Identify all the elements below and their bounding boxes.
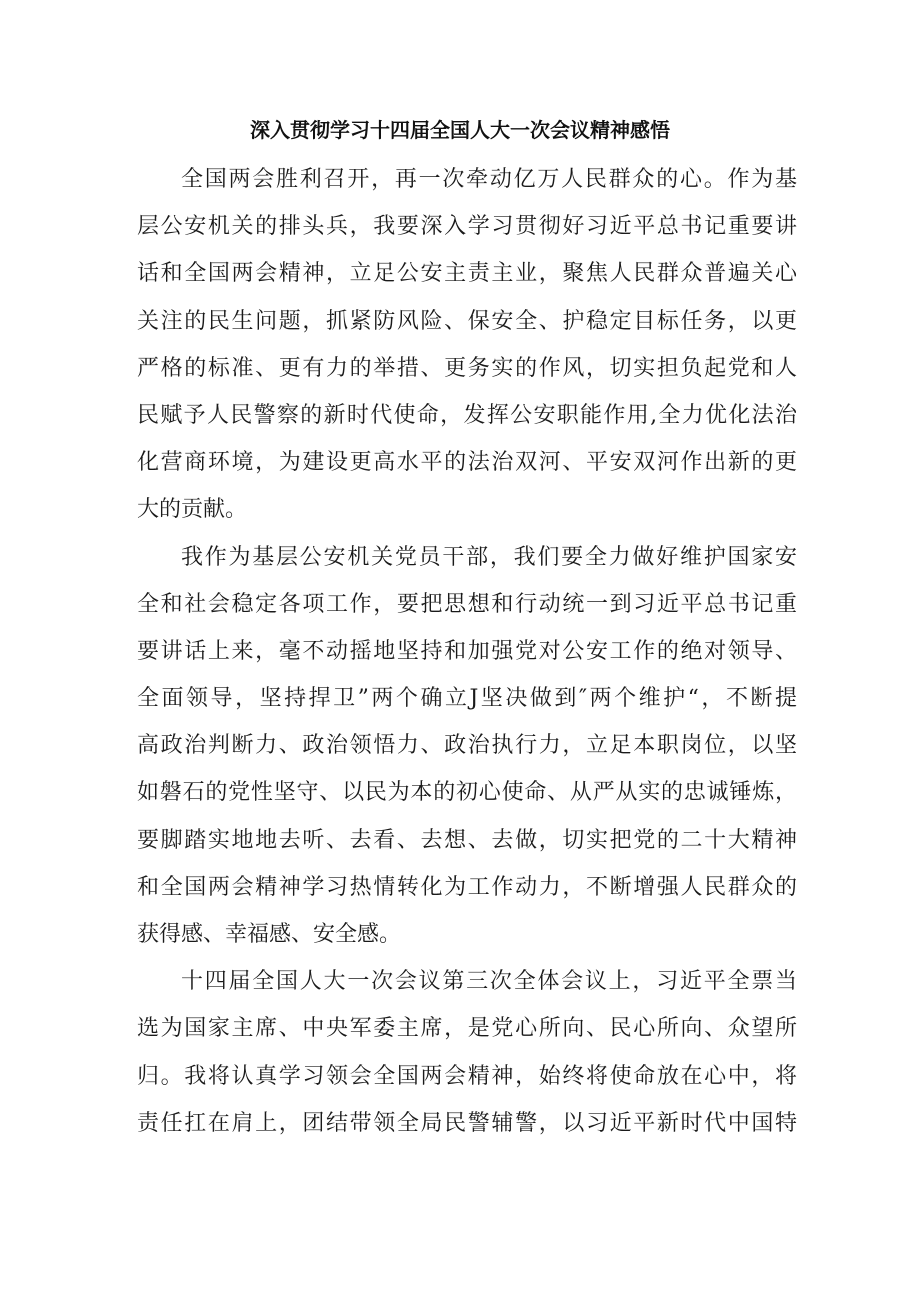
paragraph-line: 化营商环境，为建设更高水平的法治双河、平安双河作出新的更 [137, 450, 797, 476]
paragraph-1 [137, 156, 797, 534]
paragraph-line: 选为国家主席、中央军委主席，是党心所向、民心所向、众望所 [137, 1016, 797, 1042]
paragraph-line: 如磐石的党性坚守、以民为本的初心使命、从严从实的忠诚锤炼， [137, 780, 797, 806]
paragraph-line: 责任扛在肩上，团结带领全局民警辅警，以习近平新时代中国特 [137, 1110, 797, 1136]
paragraph-line: 全和社会稳定各项工作，要把思想和行动统一到习近平总书记重 [137, 591, 797, 617]
paragraph-line: 全面领导，坚持捍卫”两个确立J坚决做到″两个维护“，不断提 [137, 686, 797, 712]
paragraph-line: 归。我将认真学习领会全国两会精神，始终将使命放在心中，将 [137, 1063, 797, 1089]
paragraph-line: 大的贡献。 [137, 497, 248, 523]
paragraph-3 [137, 958, 797, 1147]
paragraph-line: 我作为基层公安机关党员干部，我们要全力做好维护国家安 [181, 544, 797, 570]
paragraph-line: 全国两会胜利召开，再一次牵动亿万人民群众的心。作为基 [181, 167, 797, 192]
paragraph-line: 获得感、幸福感、安全感。 [137, 922, 402, 947]
paragraph-2 [137, 534, 797, 959]
paragraph-line: 层公安机关的排头兵，我要深入学习贯彻好习近平总书记重要讲 [137, 214, 797, 240]
paragraph-line: 关注的民生问题，抓紧防风险、保安全、护稳定目标任务，以更 [137, 308, 797, 334]
paragraph-line: 和全国两会精神学习热情转化为工作动力，不断增强人民群众的 [137, 874, 797, 900]
paragraph-line: 高政治判断力、政治领悟力、政治执行力，立足本职岗位，以坚 [137, 733, 797, 759]
paragraph-line: 话和全国两会精神，立足公安主责主业，聚焦人民群众普遍关心 [137, 261, 797, 287]
document-title: 深入贯彻学习十四届全国人大一次会议精神感悟 [250, 118, 670, 142]
paragraph-line: 民赋予人民警察的新时代使命，发挥公安职能作用,全力优化法治 [137, 402, 797, 428]
paragraph-line: 要脚踏实地地去听、去看、去想、去做，切实把党的二十大精神 [137, 827, 797, 853]
document-body [137, 156, 797, 1147]
paragraph-line: 要讲话上来，毫不动摇地坚持和加强党对公安工作的绝对领导、 [137, 638, 797, 664]
paragraph-line: 严格的标准、更有力的举措、更务实的作风，切实担负起党和人 [137, 355, 797, 381]
paragraph-line: 十四届全国人大一次会议第三次全体会议上，习近平全票当 [181, 969, 797, 995]
